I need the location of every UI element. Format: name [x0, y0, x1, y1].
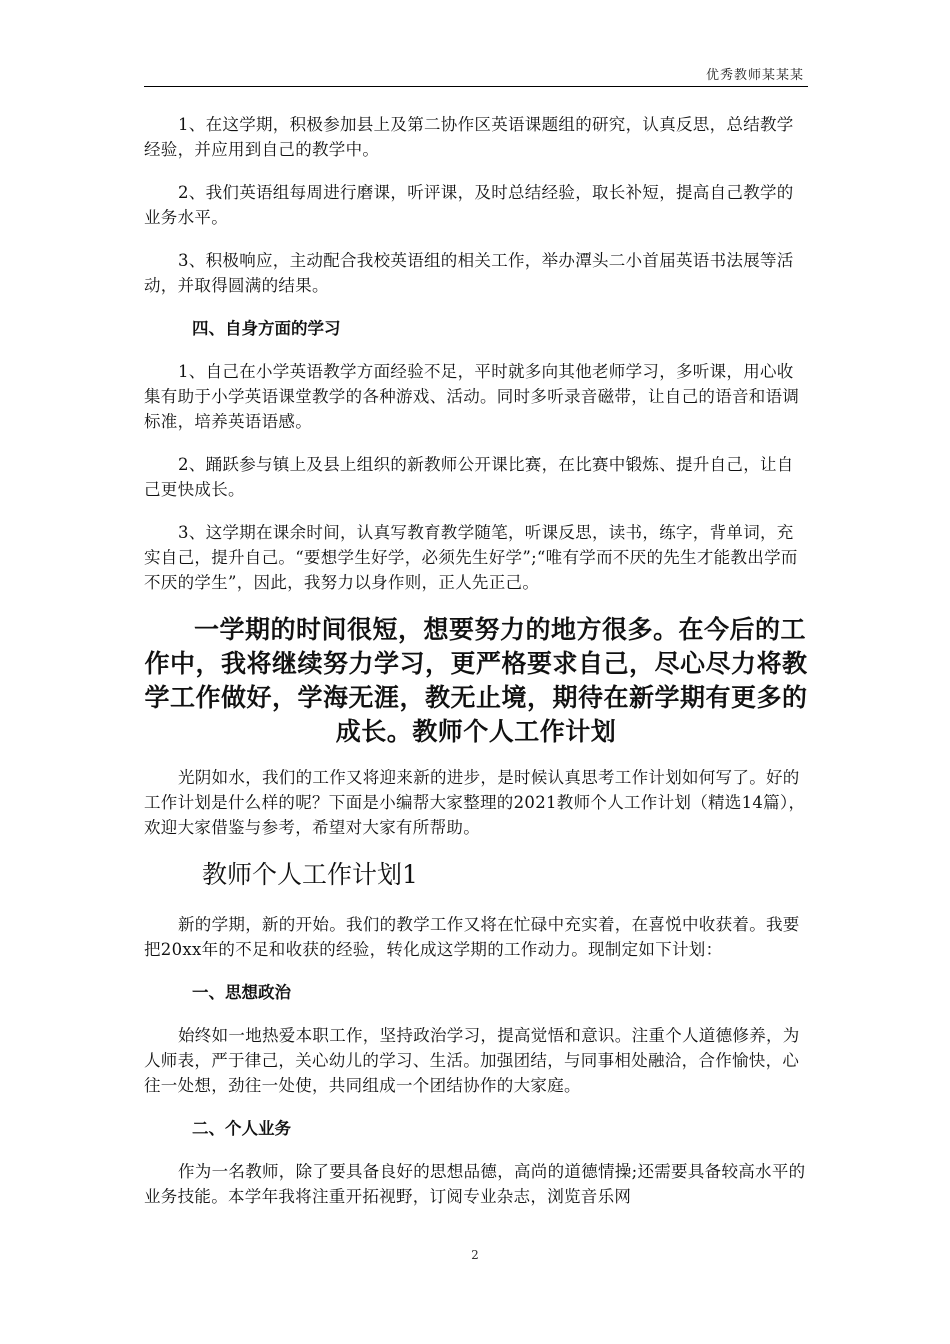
- paragraph: 作为一名教师，除了要具备良好的思想品德，高尚的道德情操;还需要具备较高水平的业务技能。本学年我将注重开拓视野，订阅专业杂志，浏览音乐网: [144, 1162, 806, 1206]
- paragraph: 2、踊跃参与镇上及县上组织的新教师公开课比赛，在比赛中锻炼、提升自己，让自己更快成长。: [144, 455, 794, 499]
- header-divider: [144, 86, 808, 87]
- heading-political-thought: 一、思想政治: [192, 983, 291, 1002]
- summary-statement-text: 一学期的时间很短，想要努力的地方很多。在今后的工作中，我将继续努力学习，更严格要求自己，尽心尽力将教学工作做好，学海无涯，教无止境，期待在新学期有更多的成长。教师个人工作计划: [144, 615, 808, 746]
- heading-self-study: 四、自身方面的学习: [192, 319, 341, 338]
- paragraph: 始终如一地热爱本职工作，坚持政治学习，提高觉悟和意识。注重个人道德修养，为人师表，严于律己，关心幼儿的学习、生活。加强团结，与同事相处融洽，合作愉快，心往一处想，劲往一处使，共同组成一个团结协作的大家庭。: [144, 1026, 800, 1095]
- page-number: 2: [471, 1248, 479, 1262]
- section-intro-paragraph: 新的学期，新的开始。我们的教学工作又将在忙碌中充实着，在喜悦中收获着。我要把20xx年的不足和收获的经验，转化成这学期的工作动力。现制定如下计划：: [144, 915, 800, 959]
- heading-personal-work: 二、个人业务: [192, 1119, 291, 1138]
- intro-paragraph: 光阴如水，我们的工作又将迎来新的进步，是时候认真思考工作计划如何写了。好的工作计划是什么样的呢？下面是小编帮大家整理的2021教师个人工作计划（精选14篇），欢迎大家借鉴与参考，希望对大家有所帮助。: [144, 768, 806, 837]
- document-body: [144, 112, 808, 1227]
- paragraph: 2、我们英语组每周进行磨课，听评课，及时总结经验，取长补短，提高自己教学的业务水平。: [144, 183, 794, 227]
- paragraph: 3、积极响应，主动配合我校英语组的相关工作，举办潭头二小首届英语书法展等活动，并取得圆满的结果。: [144, 251, 794, 295]
- paragraph: 1、自己在小学英语教学方面经验不足，平时就多向其他老师学习，多听课，用心收集有助于小学英语课堂教学的各种游戏、活动。同时多听录音磁带，让自己的语音和语调标准，培养英语语感。: [144, 362, 800, 431]
- paragraph: 1、在这学期，积极参加县上及第二协作区英语课题组的研究，认真反思，总结教学经验，并应用到自己的教学中。: [144, 115, 794, 159]
- page-header-text: 优秀教师某某某: [705, 68, 804, 83]
- summary-statement: [144, 613, 808, 749]
- section-title: 教师个人工作计划1: [202, 860, 418, 889]
- paragraph: 3、这学期在课余时间，认真写教育教学随笔，听课反思，读书，练字，背单词，充实自己，提升自己。“要想学生好学，必须先生好学”;“唯有学而不厌的先生才能教出学而不厌的学生”，因此，我努力以身作则，正人先正己。: [144, 523, 798, 592]
